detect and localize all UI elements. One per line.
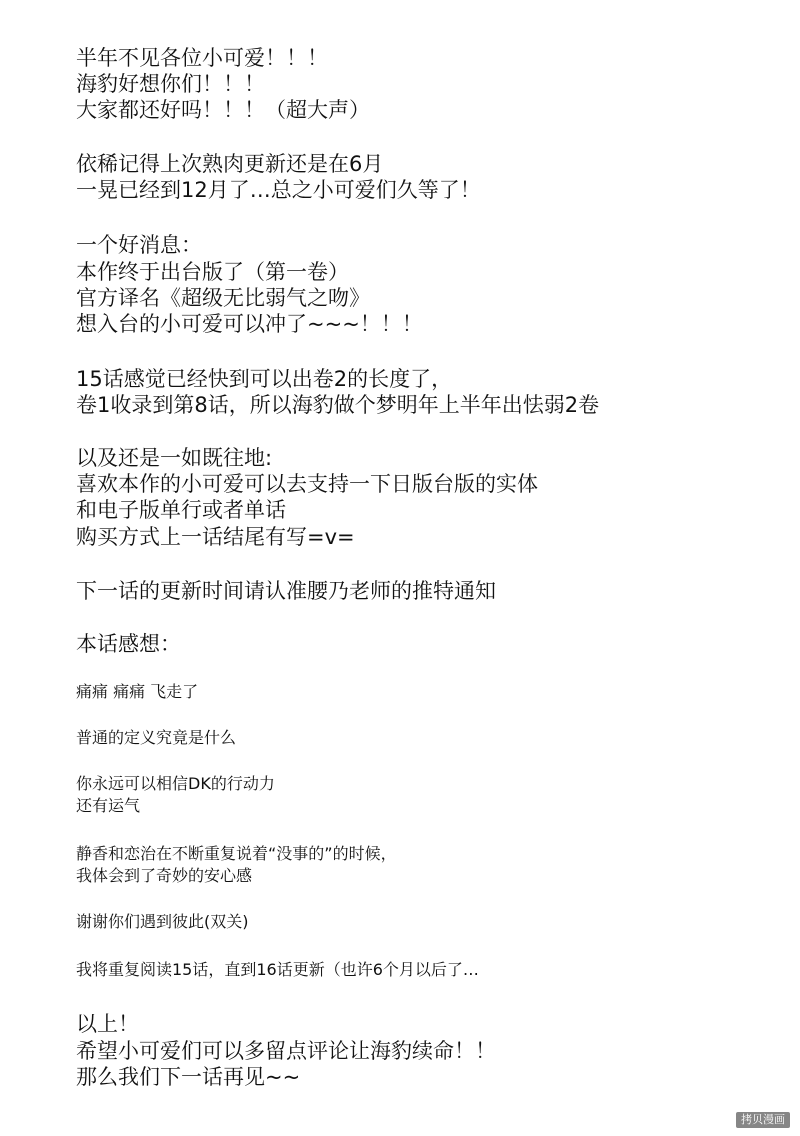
thought-4a: 静香和恋治在不断重复说着“没事的”的时候， xyxy=(76,844,397,863)
thought-4b: 我体会到了奇妙的安心感 xyxy=(76,866,253,885)
schedule-line-1: 下一话的更新时间请认准腰乃老师的推特通知 xyxy=(76,579,496,603)
support-line-1: 以及还是一如既往地: xyxy=(76,446,273,470)
support-line-3: 和电子版单行或者单话 xyxy=(76,498,286,522)
closing-line-1: 以上！ xyxy=(76,1012,139,1036)
thought-6: 我将重复阅读15话，直到16话更新（也许6个月以后了… xyxy=(76,960,479,979)
news-line-4: 想入台的小可爱可以冲了~~~！！！ xyxy=(76,312,423,336)
news-line-1: 一个好消息： xyxy=(76,233,202,257)
intro-line-3: 大家都还好吗！！！（超大声） xyxy=(76,98,370,122)
support-line-2: 喜欢本作的小可爱可以去支持一下日版台版的实体 xyxy=(76,472,538,496)
news-line-3: 官方译名《超级无比弱气之吻》 xyxy=(76,286,370,310)
update-line-1: 依稀记得上次熟肉更新还是在6月 xyxy=(76,152,384,176)
closing-line-2: 希望小可爱们可以多留点评论让海豹续命！！ xyxy=(76,1039,496,1063)
support-line-4: 购买方式上一话结尾有写=v= xyxy=(76,525,355,549)
closing-line-3: 那么我们下一话再见~~ xyxy=(76,1065,301,1089)
thought-3b: 还有运气 xyxy=(76,796,141,815)
thought-2: 普通的定义究竟是什么 xyxy=(76,728,237,747)
update-line-2: 一晃已经到12月了…总之小可爱们久等了！ xyxy=(76,178,481,202)
watermark-logo: 拷贝漫画 xyxy=(736,1112,790,1128)
thought-1: 痛痛 痛痛 飞走了 xyxy=(76,682,199,701)
thoughts-heading: 本话感想： xyxy=(76,632,181,656)
thought-5: 谢谢你们遇到彼此(双关) xyxy=(76,912,249,931)
intro-line-1: 半年不见各位小可爱！！！ xyxy=(76,46,328,70)
intro-line-2: 海豹好想你们！！！ xyxy=(76,72,265,96)
volume-line-1: 15话感觉已经快到可以出卷2的长度了， xyxy=(76,367,453,391)
news-line-2: 本作终于出台版了（第一卷） xyxy=(76,260,349,284)
volume-line-2: 卷1收录到第8话，所以海豹做个梦明年上半年出怯弱2卷 xyxy=(76,393,600,417)
thought-3a: 你永远可以相信DK的行动力 xyxy=(76,774,275,793)
